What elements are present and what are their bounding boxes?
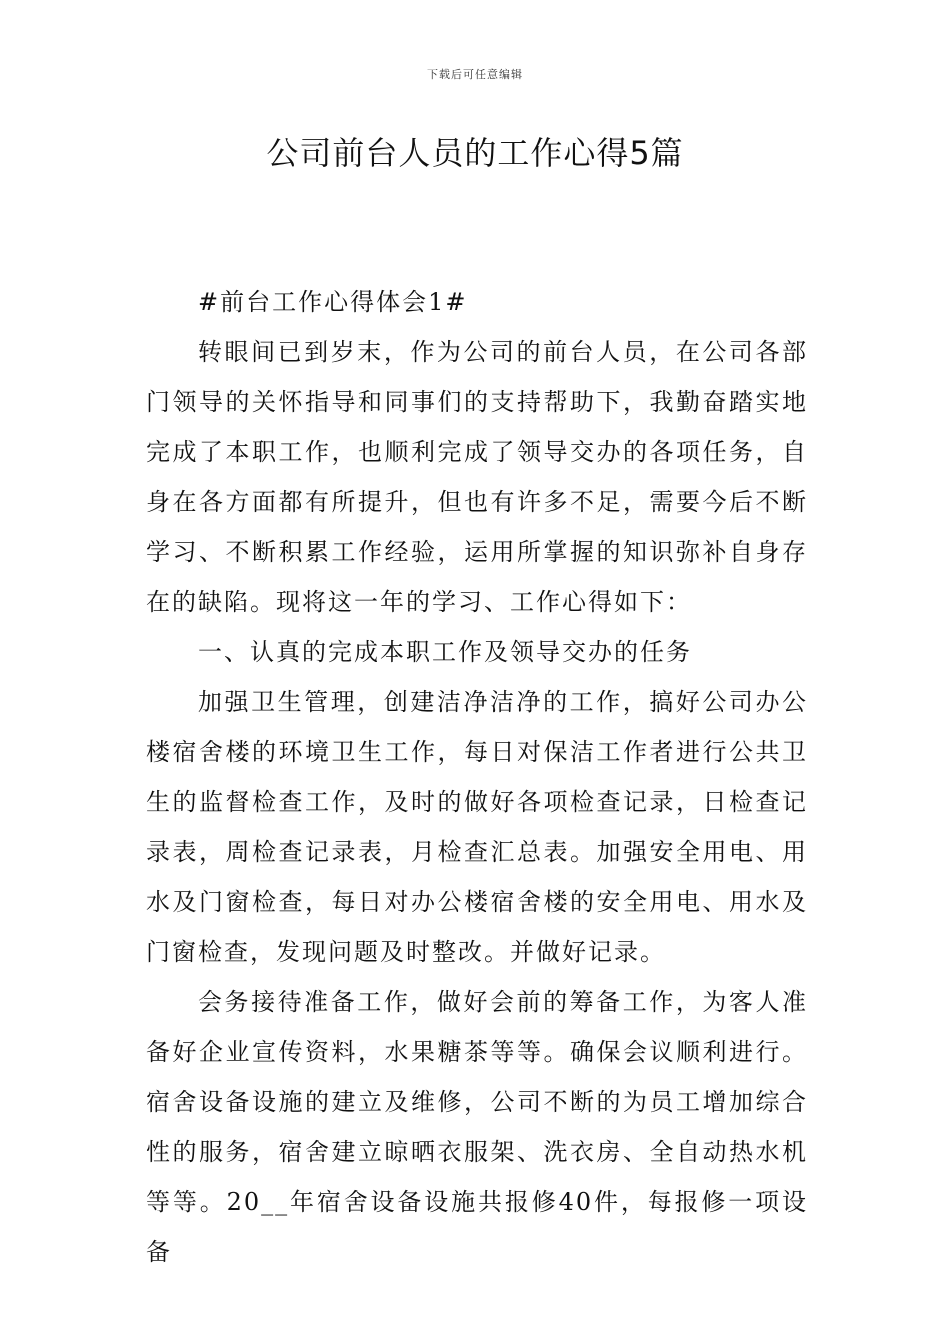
section-heading: #前台工作心得体会1# (198, 288, 468, 316)
paragraph: 会务接待准备工作，做好会前的筹备工作，为客人准备好企业宣传资料，水果糖茶等等。确保会议顺利进行。宿舍设备设施的建立及维修，公司不断的为员工增加综合性的服务，宿舍建立晾晒衣服架、洗衣房、全自动热水机等等。20__年宿舍设备设施共报修40件，每报修一项设备 (146, 988, 808, 1266)
paragraph: 转眼间已到岁末，作为公司的前台人员，在公司各部门领导的关怀指导和同事们的支持帮助下，我勤奋踏实地完成了本职工作，也顺利完成了领导交办的各项任务，自身在各方面都有所提升，但也有许多不足，需要今后不断学习、不断积累工作经验，运用所掌握的知识弥补自身存在的缺陷。现将这一年的学习、工作心得如下： (146, 338, 808, 616)
document-title: 公司前台人员的工作心得5篇 (266, 134, 684, 172)
document-body (146, 277, 808, 1277)
section-heading: 一、认真的完成本职工作及领导交办的任务 (198, 638, 692, 666)
paragraph: 加强卫生管理，创建洁净洁净的工作，搞好公司办公楼宿舍楼的环境卫生工作，每日对保洁工作者进行公共卫生的监督检查工作，及时的做好各项检查记录，日检查记录表，周检查记录表，月检查汇总表。加强安全用电、用水及门窗检查，每日对办公楼宿舍楼的安全用电、用水及门窗检查，发现问题及时整改。并做好记录。 (146, 688, 808, 966)
header-note: 下载后可任意编辑 (427, 68, 523, 81)
